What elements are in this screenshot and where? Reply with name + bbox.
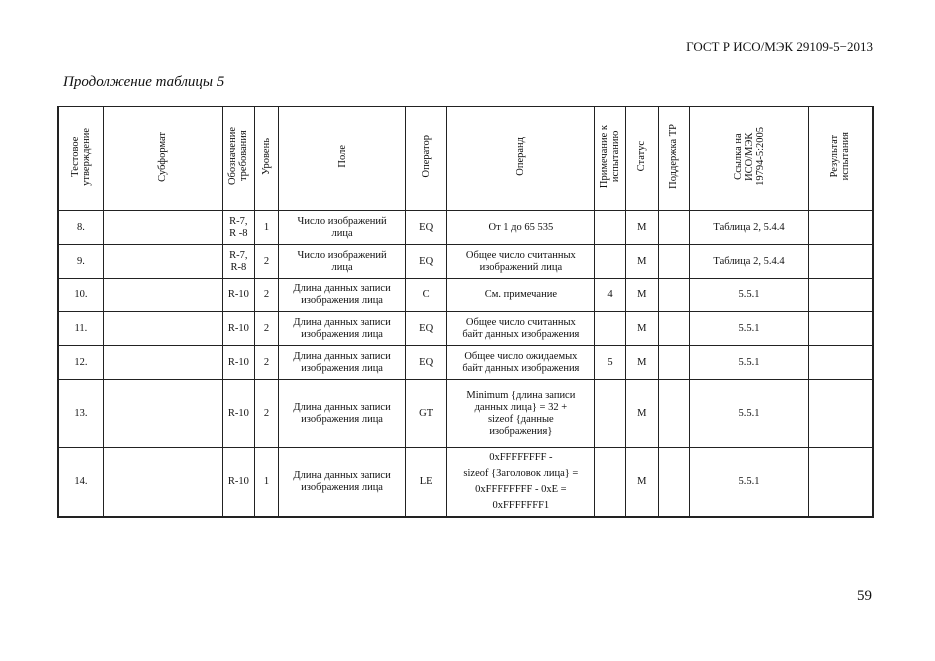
requirements-table (57, 106, 874, 518)
col-header: Субформат (103, 107, 222, 211)
subformat-cell (103, 245, 222, 279)
operator-cell: EQ (406, 245, 447, 279)
operand-cell: Общее число ожидаемых байт данных изображения (447, 346, 595, 380)
table-row (58, 346, 873, 380)
support-cell (658, 448, 689, 517)
field-cell: Длина данных записи изображения лица (279, 346, 406, 380)
result-cell (808, 448, 873, 517)
reference-cell: 5.5.1 (690, 448, 809, 517)
col-header: Поддержка ТР (658, 107, 689, 211)
support-cell (658, 346, 689, 380)
reference-cell: 5.5.1 (690, 279, 809, 312)
subformat-cell (103, 448, 222, 517)
requirement-id: R-7, R-8 (222, 245, 254, 279)
reference-cell: 5.5.1 (690, 380, 809, 448)
result-cell (808, 211, 873, 245)
requirement-id: R-10 (222, 279, 254, 312)
test-number: 8. (58, 211, 103, 245)
page-number: 59 (857, 588, 872, 604)
status-cell: M (625, 211, 658, 245)
test-number: 11. (58, 312, 103, 346)
operand-cell: Общее число считанных изображений лица (447, 245, 595, 279)
operand-cell: Minimum {длина записи данных лица} = 32 + sizeof {данные изображения} (447, 380, 595, 448)
reference-cell: 5.5.1 (690, 312, 809, 346)
col-header: Обозначение требования (222, 107, 254, 211)
operand-cell: См. примечание (447, 279, 595, 312)
subformat-cell (103, 211, 222, 245)
note-cell (595, 448, 625, 517)
col-header: Оператор (406, 107, 447, 211)
status-cell: M (625, 245, 658, 279)
table-caption: Продолжение таблицы 5 (63, 74, 225, 90)
operator-cell: C (406, 279, 447, 312)
subformat-cell (103, 380, 222, 448)
status-cell: M (625, 279, 658, 312)
requirement-id: R-10 (222, 448, 254, 517)
note-cell: 5 (595, 346, 625, 380)
col-header: Операнд (447, 107, 595, 211)
note-cell (595, 245, 625, 279)
level-cell: 2 (254, 380, 278, 448)
note-cell: 4 (595, 279, 625, 312)
level-cell: 2 (254, 312, 278, 346)
table-row (58, 380, 873, 448)
support-cell (658, 245, 689, 279)
table-header-row (58, 107, 873, 211)
support-cell (658, 380, 689, 448)
field-cell: Число изображений лица (279, 211, 406, 245)
col-header: Поле (279, 107, 406, 211)
status-cell: M (625, 312, 658, 346)
result-cell (808, 380, 873, 448)
subformat-cell (103, 312, 222, 346)
field-cell: Число изображений лица (279, 245, 406, 279)
note-cell (595, 211, 625, 245)
operand-cell: От 1 до 65 535 (447, 211, 595, 245)
test-number: 9. (58, 245, 103, 279)
test-number: 13. (58, 380, 103, 448)
status-cell: M (625, 380, 658, 448)
col-header: Тестовое утверждение (58, 107, 103, 211)
reference-cell: Таблица 2, 5.4.4 (690, 245, 809, 279)
standard-code: ГОСТ Р ИСО/МЭК 29109-5−2013 (686, 39, 873, 54)
field-cell: Длина данных записи изображения лица (279, 279, 406, 312)
operator-cell: EQ (406, 346, 447, 380)
note-cell (595, 312, 625, 346)
support-cell (658, 279, 689, 312)
operator-cell: EQ (406, 312, 447, 346)
result-cell (808, 279, 873, 312)
level-cell: 2 (254, 346, 278, 380)
subformat-cell (103, 346, 222, 380)
level-cell: 2 (254, 245, 278, 279)
test-number: 12. (58, 346, 103, 380)
reference-cell: Таблица 2, 5.4.4 (690, 211, 809, 245)
operand-cell: 0xFFFFFFFF - sizeof {Заголовок лица} = 0xFFFFFFFF - 0xE = 0xFFFFFFF1 (447, 448, 595, 517)
operator-cell: GT (406, 380, 447, 448)
operand-cell: Общее число считанных байт данных изображения (447, 312, 595, 346)
col-header: Примечание к испытанию (595, 107, 625, 211)
table-row (58, 245, 873, 279)
table-row (58, 312, 873, 346)
field-cell: Длина данных записи изображения лица (279, 380, 406, 448)
requirement-id: R-10 (222, 346, 254, 380)
level-cell: 1 (254, 211, 278, 245)
result-cell (808, 245, 873, 279)
support-cell (658, 312, 689, 346)
reference-cell: 5.5.1 (690, 346, 809, 380)
operator-cell: EQ (406, 211, 447, 245)
field-cell: Длина данных записи изображения лица (279, 312, 406, 346)
col-header: Ссылка на ИСО/МЭК 19794-5:2005 (690, 107, 809, 211)
result-cell (808, 346, 873, 380)
status-cell: M (625, 448, 658, 517)
subformat-cell (103, 279, 222, 312)
level-cell: 1 (254, 448, 278, 517)
field-cell: Длина данных записи изображения лица (279, 448, 406, 517)
test-number: 14. (58, 448, 103, 517)
status-cell: M (625, 346, 658, 380)
col-header: Уровень (254, 107, 278, 211)
table-row (58, 448, 873, 517)
requirement-id: R-10 (222, 380, 254, 448)
level-cell: 2 (254, 279, 278, 312)
table-row (58, 279, 873, 312)
note-cell (595, 380, 625, 448)
col-header: Результат испытания (808, 107, 873, 211)
result-cell (808, 312, 873, 346)
col-header: Статус (625, 107, 658, 211)
table-row (58, 211, 873, 245)
requirement-id: R-7, R -8 (222, 211, 254, 245)
requirement-id: R-10 (222, 312, 254, 346)
operator-cell: LE (406, 448, 447, 517)
test-number: 10. (58, 279, 103, 312)
support-cell (658, 211, 689, 245)
